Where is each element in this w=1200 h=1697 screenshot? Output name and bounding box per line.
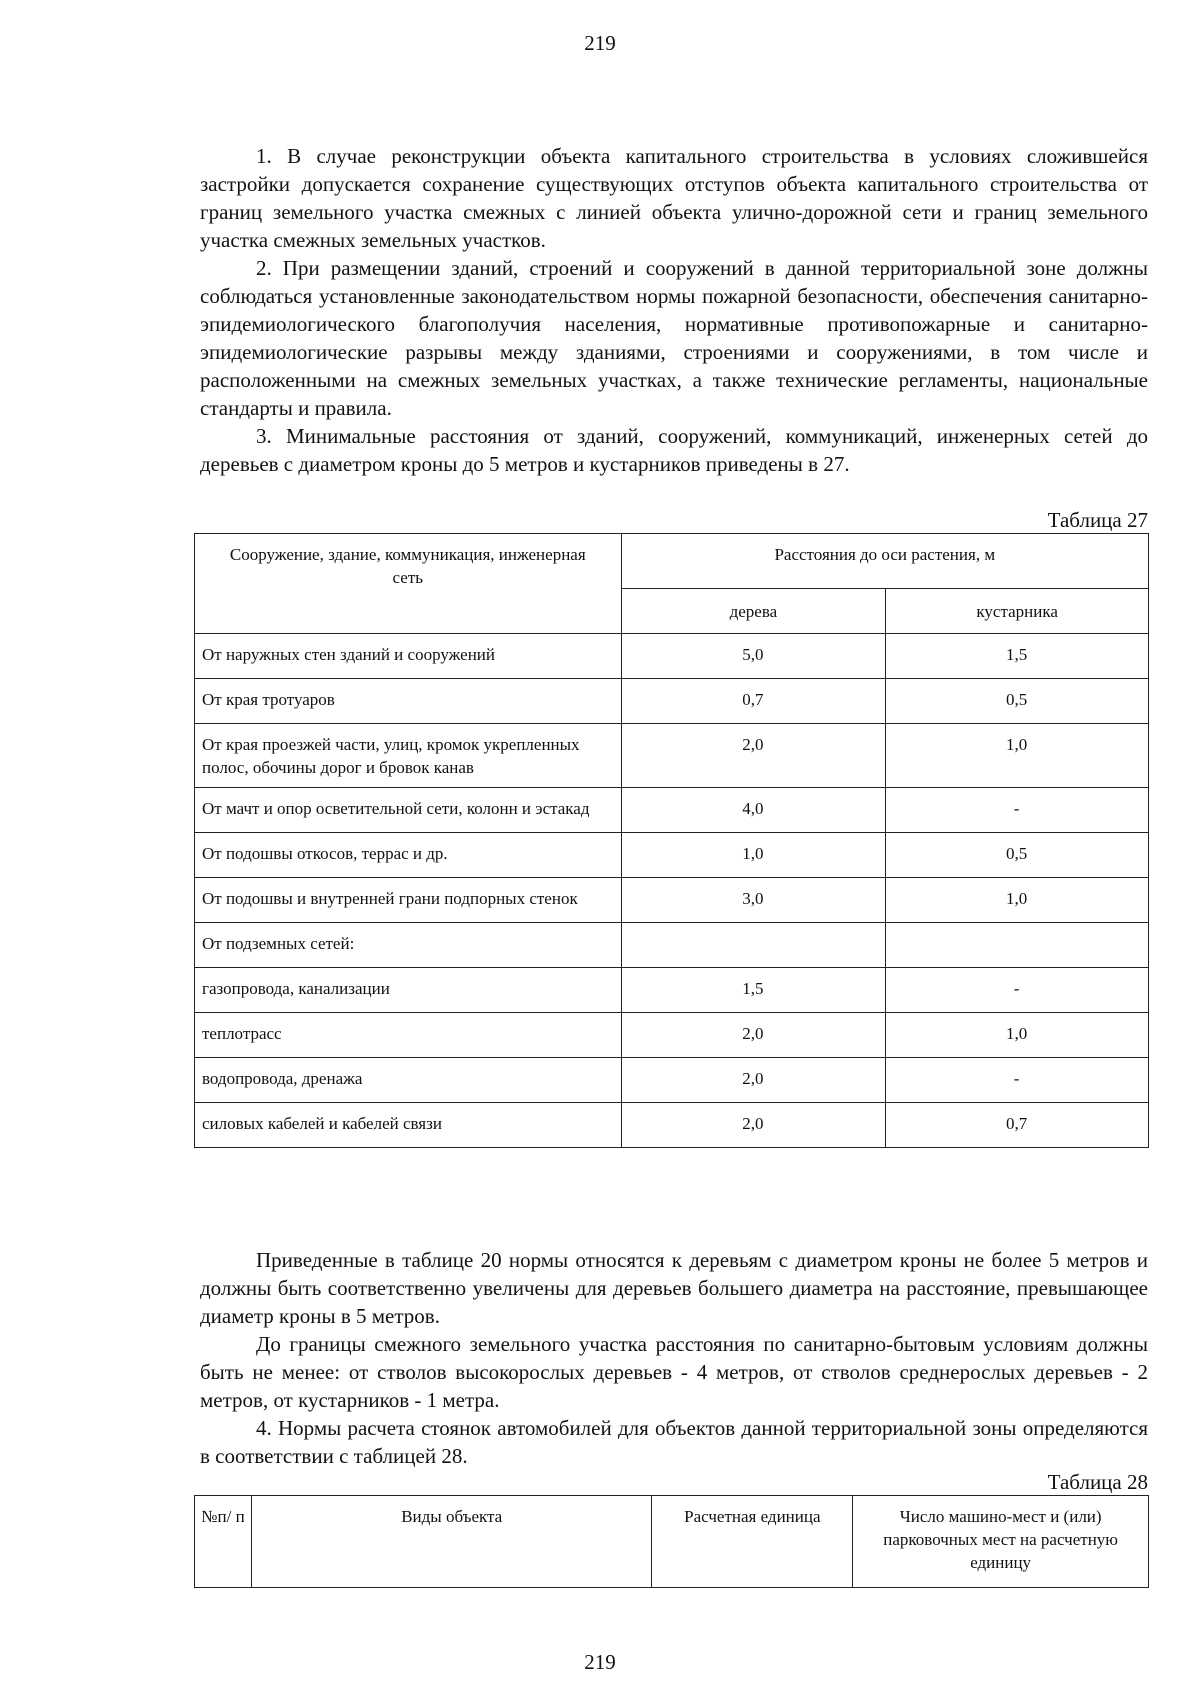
table-row [195, 724, 1149, 788]
text-block-bottom [200, 1246, 1148, 1470]
paragraph-3: 3. Минимальные расстояния от зданий, сооружений, коммуникаций, инженерных сетей до деревьев с диаметром кроны до 5 метров и кустарников приведены в 27. [200, 424, 1148, 476]
row-name: силовых кабелей и кабелей связи [195, 1103, 622, 1148]
table-row [195, 1103, 1149, 1148]
paragraph-2: 2. При размещении зданий, строений и сооружений в данной территориальной зоне должны соблюдаться установленные законодательством нормы пожарной безопасности, обеспечения санитарно-эпидемиологического благополучия населения, нормативные противопожарные и санитарно-эпидемиологические разрывы между зданиями, строениями и сооружениями, в том числе и расположенными на смежных земельных участках, а также технические регламенты, национальные стандарты и правила. [200, 256, 1148, 420]
table-row [195, 878, 1149, 923]
tree-distance: 1,5 [621, 968, 886, 1013]
header-distance: Расстояния до оси растения, м [621, 534, 1148, 589]
shrub-distance: 0,5 [886, 833, 1149, 878]
table-row [195, 833, 1149, 878]
shrub-distance: 1,0 [886, 1013, 1149, 1058]
shrub-distance: 1,0 [886, 724, 1149, 788]
shrub-distance: - [886, 788, 1149, 833]
table-27 [194, 533, 1149, 1148]
header-tree: дерева [621, 589, 886, 634]
row-name: газопровода, канализации [195, 968, 622, 1013]
tree-distance: 0,7 [621, 679, 886, 724]
row-name: От края проезжей части, улиц, кромок укрепленных полос, обочины дорог и бровок канав [195, 724, 622, 788]
row-name: От края тротуаров [195, 679, 622, 724]
table-row [195, 968, 1149, 1013]
paragraph-6: 4. Нормы расчета стоянок автомобилей для объектов данной территориальной зоны определяются в соответствии с таблицей 28. [200, 1416, 1148, 1468]
text-block-top [200, 142, 1148, 478]
tree-distance: 4,0 [621, 788, 886, 833]
page-number-top: 219 [584, 31, 616, 55]
tree-distance [621, 923, 886, 968]
header-shrub: кустарника [886, 589, 1149, 634]
tree-distance: 1,0 [621, 833, 886, 878]
shrub-distance [886, 923, 1149, 968]
table-row [195, 923, 1149, 968]
row-name: От подошвы откосов, террас и др. [195, 833, 622, 878]
table-28-caption: Таблица 28 [1047, 1470, 1148, 1494]
row-name: От наружных стен зданий и сооружений [195, 634, 622, 679]
tree-distance: 2,0 [621, 724, 886, 788]
paragraph-4: Приведенные в таблице 20 нормы относятся к деревьям с диаметром кроны не более 5 метров и должны быть соответственно увеличены для деревьев большего диаметра на расстояние, превышающее диаметр кроны в 5 метров. [200, 1248, 1148, 1328]
paragraph-5: До границы смежного земельного участка расстояния по санитарно-бытовым условиям должны быть не менее: от стволов высокорослых деревьев - 4 метров, от стволов среднерослых деревьев - 2 метров, от кустарников - 1 метра. [200, 1332, 1148, 1412]
header-spaces: Число машино-мест и (или) парковочных мест на расчетную единицу [853, 1496, 1149, 1588]
table-row [195, 1013, 1149, 1058]
row-name: теплотрасс [195, 1013, 622, 1058]
shrub-distance: 1,0 [886, 878, 1149, 923]
table-row [195, 1058, 1149, 1103]
row-name: От подземных сетей: [195, 923, 622, 968]
table-27-caption: Таблица 27 [1047, 508, 1148, 532]
tree-distance: 3,0 [621, 878, 886, 923]
table-row [195, 788, 1149, 833]
shrub-distance: - [886, 1058, 1149, 1103]
table-28 [194, 1495, 1149, 1588]
row-name: От подошвы и внутренней грани подпорных стенок [195, 878, 622, 923]
tree-distance: 2,0 [621, 1058, 886, 1103]
header-object-type: Виды объекта [251, 1496, 651, 1588]
table-row [195, 634, 1149, 679]
shrub-distance: 0,5 [886, 679, 1149, 724]
shrub-distance: 1,5 [886, 634, 1149, 679]
header-number: №п/ п [195, 1496, 252, 1588]
tree-distance: 5,0 [621, 634, 886, 679]
paragraph-1: 1. В случае реконструкции объекта капитального строительства в условиях сложившейся застройки допускается сохранение существующих отступов объекта капитального строительства от границ земельного участка смежных с линией объекта улично-дорожной сети и границ земельного участка смежных земельных участков. [200, 144, 1148, 252]
page-number-bottom: 219 [584, 1650, 616, 1674]
tree-distance: 2,0 [621, 1013, 886, 1058]
row-name: От мачт и опор осветительной сети, колонн и эстакад [195, 788, 622, 833]
table-row [195, 679, 1149, 724]
shrub-distance: - [886, 968, 1149, 1013]
shrub-distance: 0,7 [886, 1103, 1149, 1148]
row-name: водопровода, дренажа [195, 1058, 622, 1103]
tree-distance: 2,0 [621, 1103, 886, 1148]
header-structure: Сооружение, здание, коммуникация, инженерная сеть [195, 534, 622, 634]
header-unit: Расчетная единица [652, 1496, 853, 1588]
